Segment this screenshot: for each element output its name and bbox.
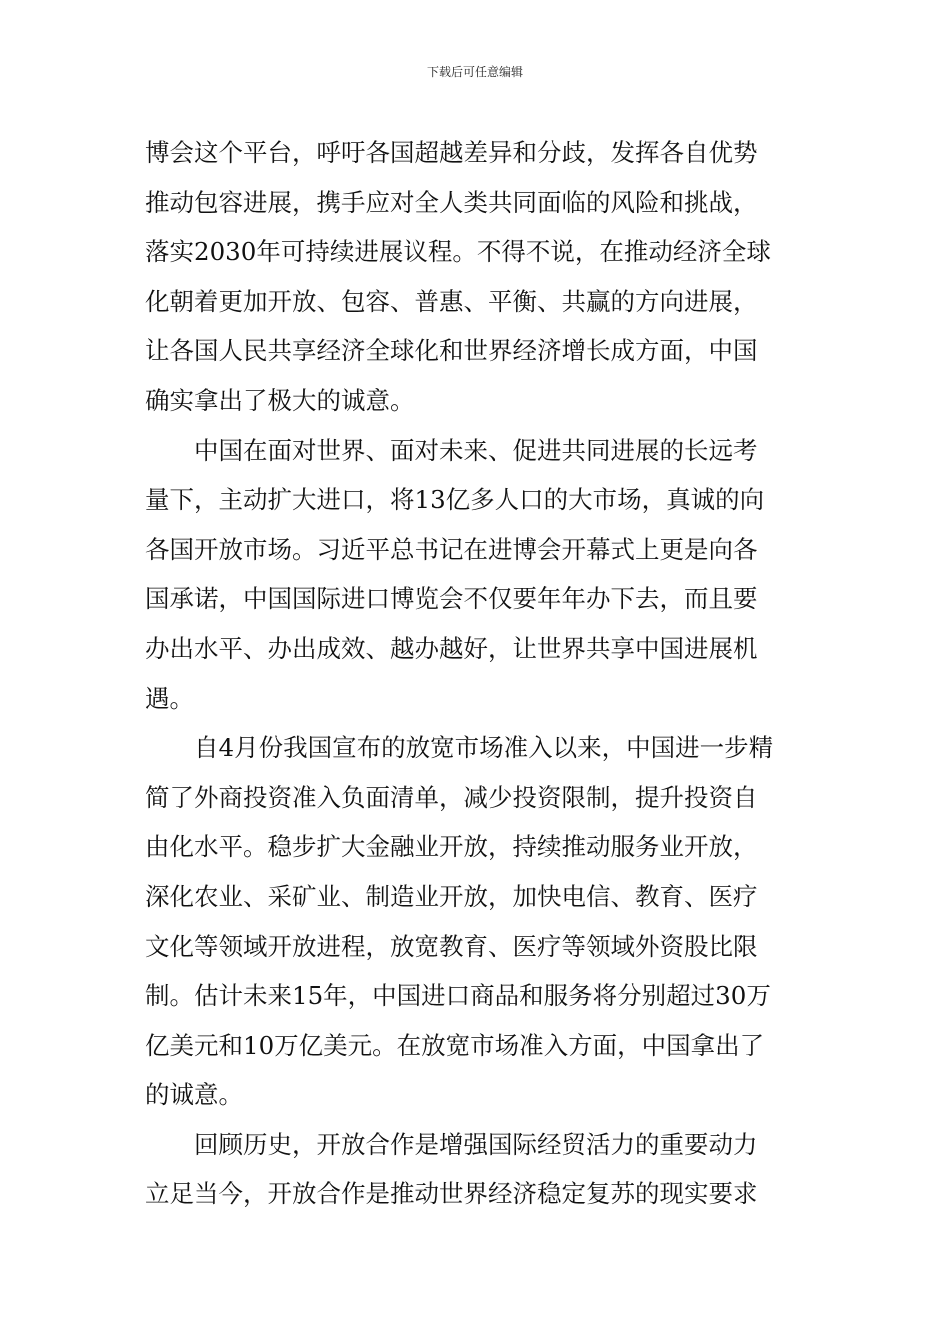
- text-line: 让各国人民共享经济全球化和世界经济增长成方面，中国: [145, 336, 758, 366]
- text-line: 简了外商投资准入负面清单，减少投资限制，提升投资自: [145, 782, 758, 812]
- text-line: 制。估计未来15年，中国进口商品和服务将分别超过30万: [145, 981, 771, 1011]
- text-line: 各国开放市场。习近平总书记在进博会开幕式上更是向各: [145, 534, 758, 564]
- text-line: 由化水平。稳步扩大金融业开放，持续推动服务业开放，: [145, 832, 758, 862]
- text-line: 落实2030年可持续进展议程。不得不说，在推动经济全球: [145, 237, 771, 267]
- paragraph-first-line: 自4月份我国宣布的放宽市场准入以来，中国进一步精: [194, 733, 774, 763]
- text-line: 博会这个平台，呼吁各国超越差异和分歧，发挥各自优势: [145, 138, 758, 167]
- text-line: 亿美元和10万亿美元。在放宽市场准入方面，中国拿出了: [145, 1030, 765, 1060]
- paragraph-first-line: 中国在面对世界、面对未来、促进共同进展的长远考: [194, 435, 758, 465]
- text-line: 推动包容进展，携手应对全人类共同面临的风险和挑战，: [145, 187, 758, 217]
- text-line: 遇。: [145, 683, 194, 713]
- text-line: 国承诺，中国国际进口博览会不仅要年年办下去，而且要: [145, 584, 758, 614]
- text-line: 量下，主动扩大进口，将13亿多人口的大市场，真诚的向: [145, 485, 765, 515]
- text-line: 深化农业、采矿业、制造业开放，加快电信、教育、医疗: [145, 881, 758, 911]
- page-header: 下载后可任意编辑: [426, 65, 523, 79]
- text-line: 的诚意。: [145, 1080, 243, 1110]
- text-line: 确实拿出了极大的诚意。: [145, 385, 415, 415]
- paragraph-first-line: 回顾历史，开放合作是增强国际经贸活力的重要动力: [194, 1129, 758, 1159]
- document-body: [145, 128, 810, 1219]
- text-line: 文化等领域开放进程，放宽教育、医疗等领域外资股比限: [145, 931, 758, 961]
- text-line: 办出水平、办出成效、越办越好，让世界共享中国进展机: [145, 633, 758, 663]
- text-line: 立足当今，开放合作是推动世界经济稳定复苏的现实要求: [145, 1179, 758, 1209]
- text-line: 化朝着更加开放、包容、普惠、平衡、共赢的方向进展，: [145, 286, 758, 316]
